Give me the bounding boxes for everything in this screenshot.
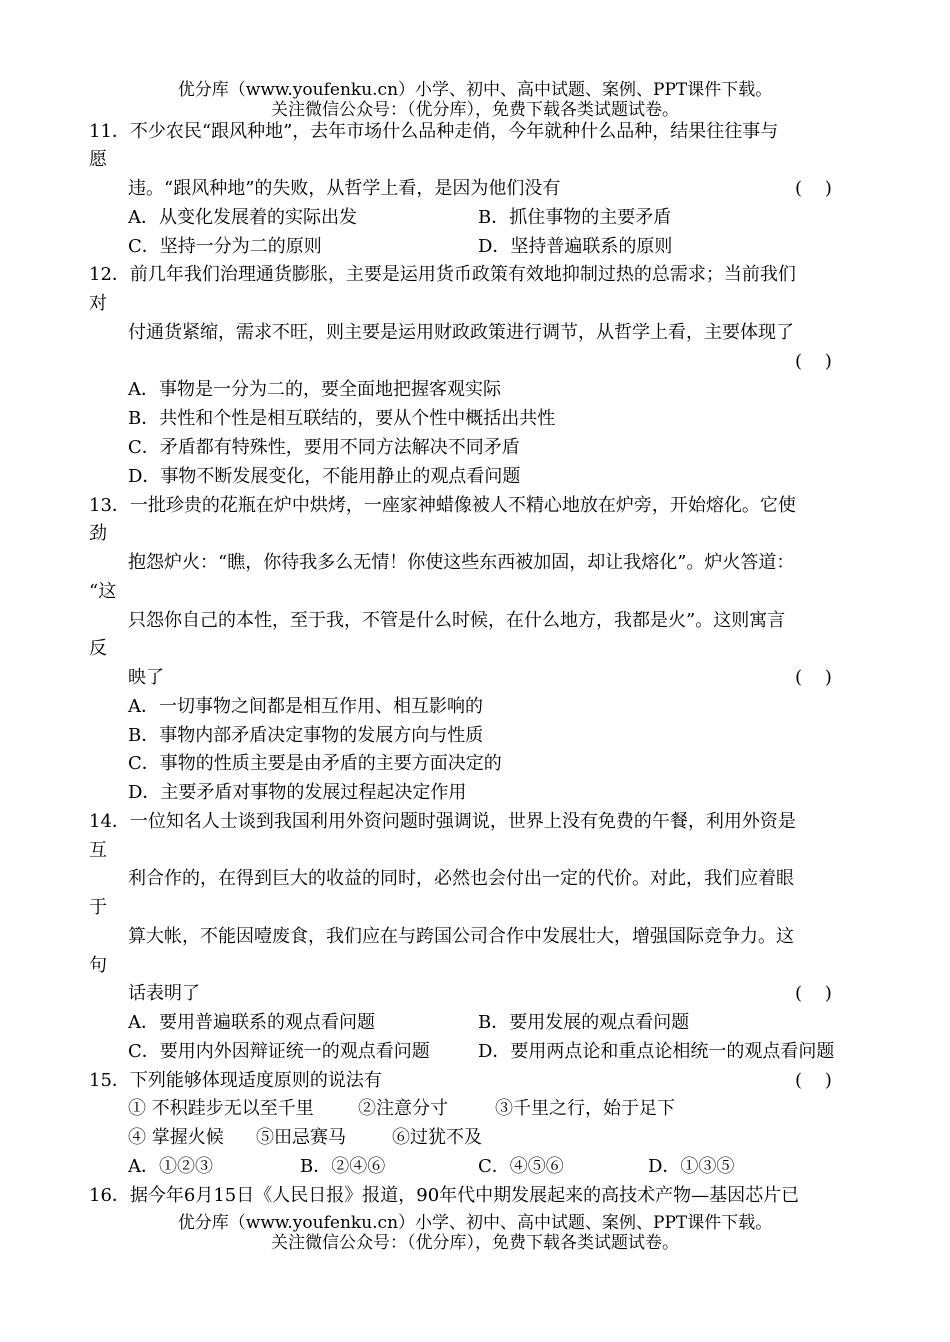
q11-answer-paren: ( ) bbox=[795, 178, 832, 199]
q12-option-a: A．事物是一分为二的，要全面地把握客观实际 bbox=[128, 379, 501, 400]
q13-option-a: A．一切事物之间都是相互作用、相互影响的 bbox=[128, 696, 483, 717]
q14-stem-wrap2: 于 bbox=[89, 897, 107, 918]
q15-stem-line1: 15．下列能够体现适度原则的说法有 bbox=[89, 1070, 382, 1091]
q15-item-1: ① 不积跬步无以至千里 bbox=[128, 1098, 314, 1119]
q14-option-d: D．要用两点论和重点论相统一的观点看问题 bbox=[478, 1041, 835, 1062]
q14-stem-line2: 利合作的，在得到巨大的收益的同时，必然也会付出一定的代价。对此，我们应着眼 bbox=[128, 868, 794, 889]
q12-option-d: D．事物不断发展变化，不能用静止的观点看问题 bbox=[128, 466, 521, 487]
q16-stem-line1: 16．据今年6月15日《人民日报》报道，90年代中期发展起来的高技术产物—基因芯片已 bbox=[89, 1185, 800, 1206]
q11-stem-line1: 11．不少农民“跟风种地”，去年市场什么品种走俏，今年就种什么品种，结果往往事与 bbox=[89, 121, 779, 142]
q12-stem-line2: 付通货紧缩，需求不旺，则主要是运用财政政策进行调节，从哲学上看，主要体现了 bbox=[128, 322, 794, 343]
q11-option-b: B．抓住事物的主要矛盾 bbox=[478, 207, 672, 228]
q14-option-a: A．要用普遍联系的观点看问题 bbox=[128, 1012, 375, 1033]
q14-answer-paren: ( ) bbox=[795, 983, 832, 1004]
page-footer-line1: 优分库（www.youfenku.cn）小学、初中、高中试题、案例、PPT课件下载。 bbox=[177, 1213, 773, 1233]
q13-stem-line1: 13．一批珍贵的花瓶在炉中烘烤，一座家神蜡像被人不精心地放在炉旁，开始熔化。它使 bbox=[89, 495, 796, 516]
page-header-line2: 关注微信公众号：（优分库），免费下载各类试题试卷。 bbox=[271, 100, 679, 120]
q15-item-3: ③千里之行，始于足下 bbox=[495, 1098, 675, 1119]
q13-stem-line2: 抱怨炉火：“瞧，你待我多么无情！你使这些东西被加固，却让我熔化”。炉火答道： bbox=[128, 552, 795, 573]
q13-option-c: C．事物的性质主要是由矛盾的主要方面决定的 bbox=[128, 753, 502, 774]
q13-option-b: B．事物内部矛盾决定事物的发展方向与性质 bbox=[128, 725, 484, 746]
q15-answer-paren: ( ) bbox=[795, 1070, 832, 1091]
q13-stem-wrap1: 劲 bbox=[89, 523, 107, 544]
q14-stem-wrap1: 互 bbox=[89, 840, 107, 861]
q15-option-d: D．①③⑤ bbox=[648, 1156, 735, 1177]
q12-stem-line1: 12．前几年我们治理通货膨胀，主要是运用货币政策有效地抑制过热的总需求；当前我们 bbox=[89, 264, 796, 285]
q13-stem-wrap2: “这 bbox=[89, 581, 117, 602]
q15-item-2: ②注意分寸 bbox=[358, 1098, 448, 1119]
q11-option-d: D．坚持普遍联系的原则 bbox=[478, 236, 673, 257]
page-header-line1: 优分库（www.youfenku.cn）小学、初中、高中试题、案例、PPT课件下载。 bbox=[177, 80, 773, 100]
q15-item-5: ⑤田忌赛马 bbox=[256, 1127, 346, 1148]
q14-stem-line3: 算大帐，不能因噎废食，我们应在与跨国公司合作中发展壮大，增强国际竞争力。这 bbox=[128, 926, 794, 947]
q15-item-4: ④ 掌握火候 bbox=[128, 1127, 224, 1148]
q11-option-a: A．从变化发展着的实际出发 bbox=[128, 207, 357, 228]
q15-option-a: A．①②③ bbox=[128, 1156, 213, 1177]
q14-stem-wrap3: 句 bbox=[89, 955, 107, 976]
q11-stem-wrap1: 愿 bbox=[89, 149, 107, 170]
q12-option-b: B．共性和个性是相互联结的，要从个性中概括出共性 bbox=[128, 408, 556, 429]
q14-stem-line1: 14．一位知名人士谈到我国利用外资问题时强调说，世界上没有免费的午餐，利用外资是 bbox=[89, 811, 796, 832]
q12-option-c: C．矛盾都有特殊性，要用不同方法解决不同矛盾 bbox=[128, 437, 520, 458]
q14-option-c: C．要用内外因辩证统一的观点看问题 bbox=[128, 1041, 430, 1062]
q12-stem-wrap1: 对 bbox=[89, 293, 107, 314]
q13-option-d: D．主要矛盾对事物的发展过程起决定作用 bbox=[128, 782, 467, 803]
q13-stem-line4: 映了 bbox=[128, 667, 164, 688]
q13-answer-paren: ( ) bbox=[795, 667, 832, 688]
q13-stem-line3: 只怨你自己的本性，至于我，不管是什么时候，在什么地方，我都是火”。这则寓言 bbox=[128, 610, 786, 631]
q15-option-b: B．②④⑥ bbox=[300, 1156, 386, 1177]
q15-item-6: ⑥过犹不及 bbox=[392, 1127, 482, 1148]
q14-option-b: B．要用发展的观点看问题 bbox=[478, 1012, 690, 1033]
q12-answer-paren: ( ) bbox=[795, 351, 832, 372]
q13-stem-wrap3: 反 bbox=[89, 638, 107, 659]
q14-stem-line4: 话表明了 bbox=[128, 983, 200, 1004]
q15-option-c: C．④⑤⑥ bbox=[478, 1156, 564, 1177]
q11-stem-line2: 违。“跟风种地”的失败，从哲学上看，是因为他们没有 bbox=[128, 178, 561, 199]
page-footer-line2: 关注微信公众号：（优分库），免费下载各类试题试卷。 bbox=[271, 1233, 679, 1253]
q11-option-c: C．坚持一分为二的原则 bbox=[128, 236, 322, 257]
